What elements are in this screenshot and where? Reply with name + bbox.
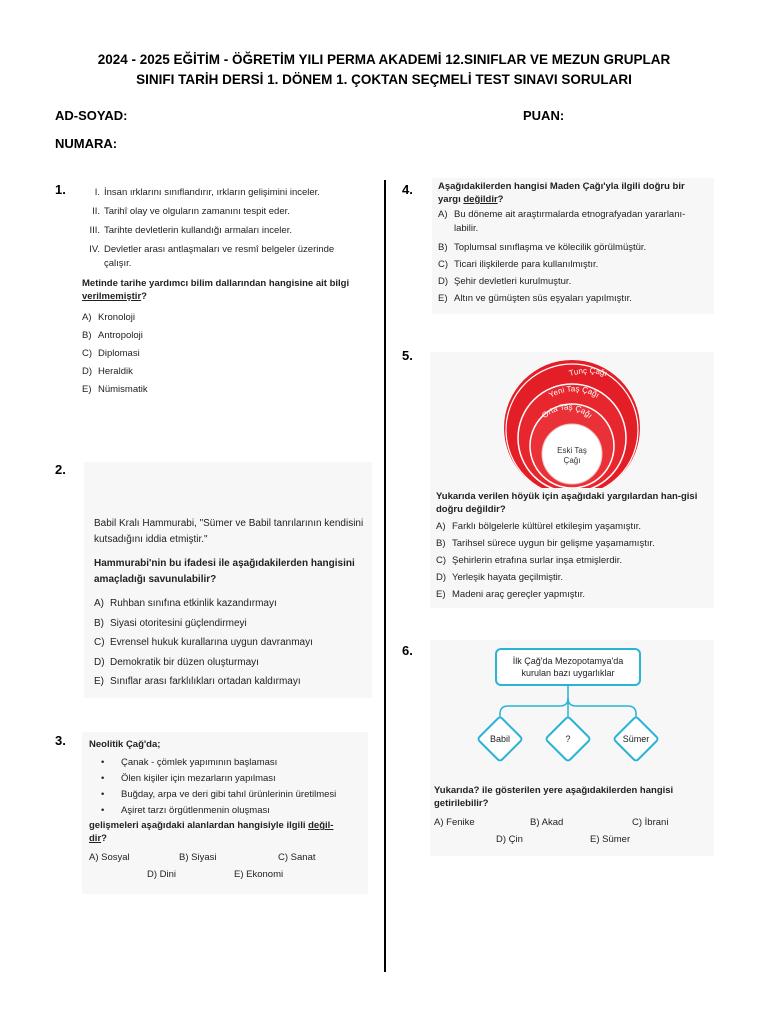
option-e[interactable]: E) Altın ve gümüşten süs eşyaları yapılmıştır. [438,293,632,304]
option-b[interactable]: B) Antropoloji [82,330,143,341]
question-2-stem: Hammurabi'nin bu ifadesi ile aşağıdakilerden hangisini amaçladığı savunulabilir? [94,558,355,585]
node-label-unknown: ? [565,734,571,744]
option-d[interactable]: D) Şehir devletleri kurulmuştur. [438,276,572,287]
question-3-intro: Neolitik Çağ'da; [89,739,161,750]
question-3-number: 3. [55,733,66,748]
question-5-stem: Yukarıda verilen höyük için aşağıdaki yargılardan han-gisi doğru değildir? [436,491,698,515]
option-e[interactable]: E) Sümer [590,834,631,845]
question-3-options [89,849,368,885]
option-e[interactable]: E) Nümismatik [82,384,148,395]
question-1-items [82,186,372,271]
question-3-stem: gelişmeleri aşağıdaki alanlardan hangisiyle ilgili değil- dir? [89,820,334,844]
option-b[interactable]: B) Akad [530,817,564,828]
option-a[interactable]: A) Sosyal [89,852,130,863]
option-e[interactable]: E) Madeni araç gereçler yapmıştır. [436,589,586,600]
question-2-number: 2. [55,462,66,477]
option-b[interactable]: B) Tarihsel sürece uygun bir gelişme yaşamamıştır. [436,538,655,549]
layer-label-orta: Orta Taş Çağı [540,402,595,421]
option-c[interactable]: C) Evrensel hukuk kurallarına uygun davranmayı [94,637,313,648]
layer-label-yeni: Yeni Taş Çağı [547,384,601,400]
question-4-stem: Aşağıdakilerden hangisi Maden Çağı'yla ilgili doğru bir yargı değildir? [438,181,685,205]
question-1 [82,186,372,416]
option-d[interactable]: D) Yerleşik hayata geçilmiştir. [436,572,564,583]
option-e[interactable]: E) Ekonomi [234,869,284,880]
question-3 [82,732,368,894]
layer-label-tunc: Tunç Çağı [567,366,609,379]
option-a[interactable]: A) Fenike [434,817,475,828]
question-2-text: Babil Kralı Hammurabi, "Sümer ve Babil tanrılarının kendisini kutsadığını iddia etmiştir." [94,518,364,545]
exam-title-line1: 2024 - 2025 EĞİTİM - ÖĞRETİM YILI PERMA AKADEMİ 12.SINIFLAR VE MEZUN GRUPLAR [97,52,671,67]
question-4-number: 4. [402,182,413,197]
question-3-bullets [89,755,368,819]
list-item: • Buğday, arpa ve deri gibi tahıl ürünlerinin üretilmesi [89,787,368,803]
question-2 [84,462,372,698]
option-c[interactable]: C) İbrani [632,817,669,828]
option-b[interactable]: B) Toplumsal sınıflaşma ve kölecilik görülmüştür. [438,242,647,253]
question-4 [432,178,714,314]
question-5-number: 5. [402,348,413,363]
list-item: II. Tarihî olay ve olguların zamanını tespit eder. [92,206,290,217]
option-c[interactable]: C) Şehirlerin etrafına surlar inşa etmişlerdir. [436,555,623,566]
diagram-title-box: İlk Çağ'da Mezopotamya'da kurulan bazı uygarlıklar [495,648,641,686]
option-e[interactable]: E) Sınıflar arası farklılıkları ortadan kaldırmayı [94,676,301,687]
exam-title-line2: SINIFI TARİH DERSİ 1. DÖNEM 1. ÇOKTAN SEÇMELİ TEST SINAVI SORULARI [136,72,632,87]
option-c[interactable]: C) Sanat [278,852,316,863]
option-a[interactable]: A) Bu döneme ait araştırmalarda etnografyadan yararlanı- [438,209,686,220]
question-4-options [438,208,714,307]
question-2-options [94,594,372,692]
mound-diagram [430,352,714,488]
question-5-options [436,518,655,603]
question-1-options [82,309,372,399]
core-label-line2: Çağı [563,456,581,465]
option-a[interactable]: A) Farklı bölgelerle kültürel etkileşim yaşamıştır. [436,521,642,532]
core-label-line1: Eski Taş [557,446,587,455]
name-label: AD-SOYAD: [55,108,128,123]
list-item: • Aşiret tarzı örgütlenmenin oluşması [89,803,368,819]
question-6 [430,640,714,856]
option-d[interactable]: D) Heraldik [82,366,133,377]
question-6-options [434,814,710,854]
question-6-stem: Yukarıda? ile gösterilen yere aşağıdakilerden hangisi getirilebilir? [434,785,674,809]
list-item: • Ölen kişiler için mezarların yapılması [89,771,368,787]
question-1-stem: Metinde tarihe yardımcı bilim dallarından hangisine ait bilgi verilmemiştir? [82,278,350,302]
node-label-babil: Babil [489,734,510,744]
list-item: • Çanak - çömlek yapımının başlaması [89,755,368,771]
option-d[interactable]: D) Demokratik bir düzen oluşturmayı [94,656,259,668]
question-6-number: 6. [402,643,413,658]
question-1-number: 1. [55,182,66,197]
option-d[interactable]: D) Çin [496,834,523,845]
option-b[interactable]: B) Siyasi otoritesini güçlendirmeyi [94,617,247,629]
option-a[interactable]: A) Kronoloji [82,312,135,323]
node-label-sumer: Sümer [622,734,650,744]
list-item: IV. Devletler arası antlaşmaları ve resmî belgeler üzerinde [89,244,335,255]
list-item: I. İnsan ırklarını sınıflandırır, ırkların gelişimini inceler. [94,187,320,198]
option-c[interactable]: C) Ticari ilişkilerde para kullanılmıştır. [438,259,599,270]
option-b[interactable]: B) Siyasi [179,852,217,863]
number-label: NUMARA: [55,136,118,151]
list-item: çalışır. [104,258,132,269]
list-item: III. Tarihte devletlerin kullandığı armaları inceler. [89,225,292,236]
question-5 [430,352,714,608]
score-label: PUAN: [523,108,565,123]
option-a[interactable]: A) Ruhban sınıfına etkinlik kazandırmayı [94,598,277,609]
option-c[interactable]: C) Diplomasi [82,348,140,359]
option-a-cont: labilir. [454,223,479,234]
column-divider [384,180,386,972]
option-d[interactable]: D) Dini [147,869,177,880]
